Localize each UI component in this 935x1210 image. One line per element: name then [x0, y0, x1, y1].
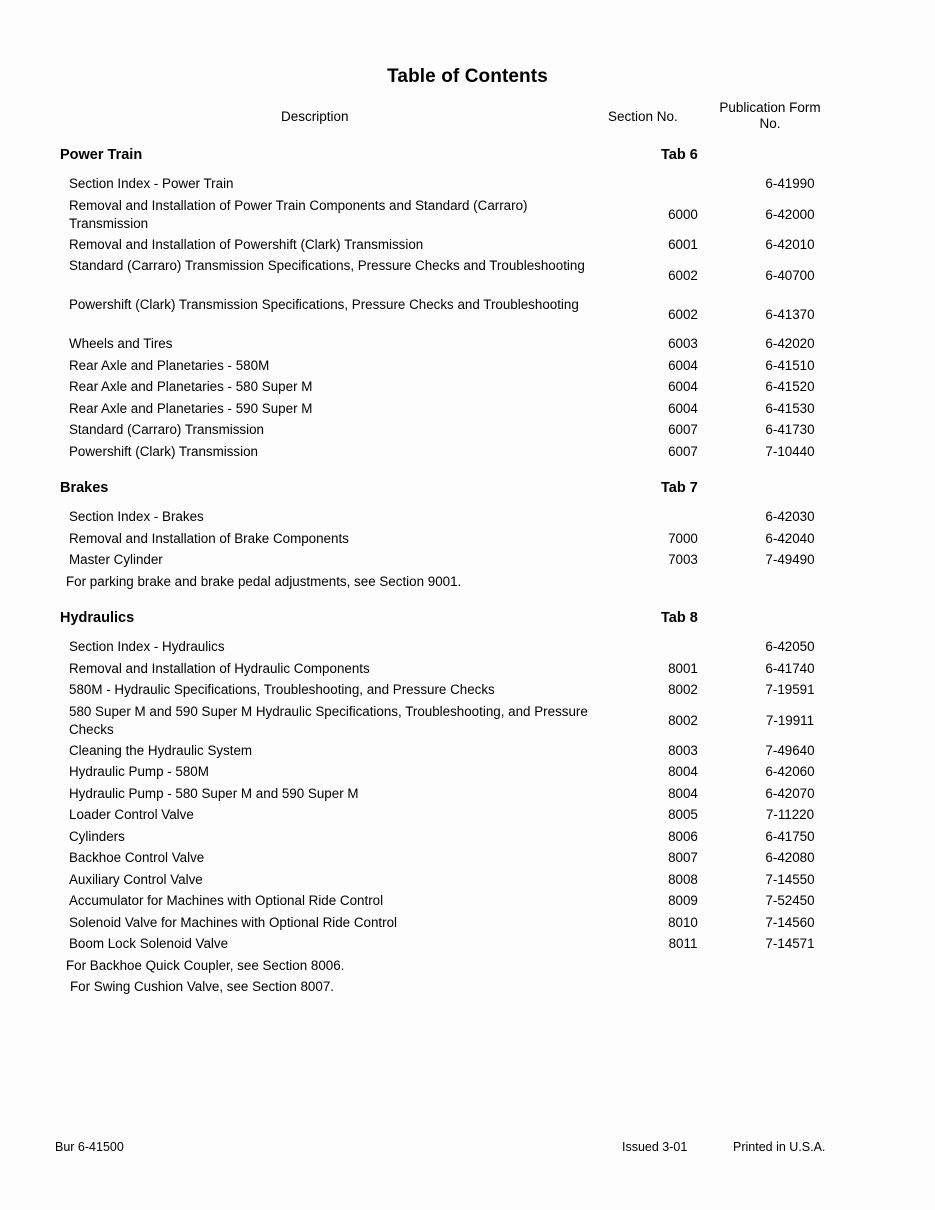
row-section-no: 6004: [668, 357, 698, 373]
row-publication-form-no: 7-14571: [765, 936, 815, 951]
row-section-no: 6007: [668, 422, 698, 437]
page-title: Table of Contents: [387, 66, 548, 87]
row-section-no: 8002: [668, 713, 698, 728]
row-publication-form-no: 7-19911: [765, 713, 815, 728]
row-publication-form-no: 6-42060: [765, 764, 815, 779]
row-section-no: 8004: [668, 764, 698, 779]
row-description: Rear Axle and Planetaries - 580 Super M: [69, 379, 313, 394]
row-section-no: 8003: [668, 742, 698, 758]
row-publication-form-no: 6-41750: [765, 828, 815, 844]
row-publication-form-no: 7-11220: [765, 807, 815, 822]
section-note: [0, 573, 935, 595]
row-publication-form-no: 6-42070: [765, 785, 815, 801]
section-note-text: For Backhoe Quick Coupler, see Section 8006.: [66, 957, 345, 973]
section-note: [0, 957, 935, 979]
column-header-section-no: Section No.: [608, 109, 678, 124]
table-row[interactable]: [0, 530, 935, 552]
toc-section: [0, 464, 935, 594]
section-heading-tab: Tab 6: [661, 147, 698, 163]
row-section-no: 8001: [668, 660, 698, 676]
row-publication-form-no: 7-49640: [765, 742, 815, 758]
row-description: Auxiliary Control Valve: [69, 871, 203, 887]
row-publication-form-no: 7-49490: [765, 552, 815, 567]
toc-section: [0, 594, 935, 1000]
section-heading: [0, 610, 935, 636]
section-heading-title: Hydraulics: [60, 610, 135, 626]
page-footer: [0, 1140, 935, 1160]
table-row[interactable]: [0, 400, 935, 422]
table-row[interactable]: [0, 175, 935, 197]
row-publication-form-no: 6-42000: [765, 207, 815, 222]
section-spacer: [0, 594, 935, 610]
row-section-no: 6003: [668, 336, 698, 351]
row-publication-form-no: 6-41730: [765, 422, 815, 437]
row-section-no: 6001: [668, 236, 698, 252]
section-heading-tab: Tab 7: [661, 480, 698, 496]
row-description: Accumulator for Machines with Optional Ride Control: [69, 893, 384, 908]
row-publication-form-no: 6-41370: [765, 306, 815, 322]
row-description: Powershift (Clark) Transmission: [69, 443, 258, 459]
section-heading: [0, 480, 935, 506]
row-section-no: 8010: [668, 914, 698, 930]
toc-section: [0, 147, 935, 464]
row-publication-form-no: 6-41740: [765, 660, 815, 676]
row-description: Loader Control Valve: [69, 807, 194, 822]
section-note: [0, 978, 935, 1000]
table-row[interactable]: [0, 508, 935, 530]
table-row[interactable]: [0, 763, 935, 785]
row-description: Section Index - Brakes: [69, 509, 204, 524]
row-publication-form-no: 6-42010: [765, 236, 815, 252]
row-section-no: 8009: [668, 893, 698, 908]
row-description: Solenoid Valve for Machines with Optional Ride Control: [69, 914, 397, 930]
column-header-description: Description: [281, 109, 349, 124]
row-description: Rear Axle and Planetaries - 590 Super M: [69, 400, 313, 416]
row-publication-form-no: 6-42020: [765, 336, 815, 351]
row-publication-form-no: 6-41990: [765, 176, 815, 191]
table-row[interactable]: [0, 849, 935, 871]
table-row[interactable]: [0, 828, 935, 850]
row-section-no: 8005: [668, 807, 698, 822]
table-row[interactable]: [0, 914, 935, 936]
table-row[interactable]: [0, 335, 935, 357]
row-publication-form-no: 7-52450: [765, 893, 815, 908]
table-row[interactable]: [0, 296, 935, 335]
row-description: Cylinders: [69, 828, 125, 844]
table-row[interactable]: [0, 742, 935, 764]
row-description: Section Index - Hydraulics: [69, 639, 225, 654]
footer-bulletin-number: Bur 6-41500: [55, 1140, 124, 1154]
table-row[interactable]: [0, 935, 935, 957]
table-row[interactable]: [0, 660, 935, 682]
column-header-publication-form-no: [705, 100, 835, 132]
row-description: Removal and Installation of Power Train Components and Standard (Carraro) Transmission: [69, 197, 528, 232]
row-section-no: 6002: [668, 306, 698, 322]
table-row[interactable]: [0, 892, 935, 914]
table-row[interactable]: [0, 443, 935, 465]
section-heading-tab: Tab 8: [661, 610, 698, 626]
column-headers: [0, 100, 935, 140]
row-publication-form-no: 7-10440: [765, 443, 815, 459]
column-header-publication-form-no-line2: No.: [759, 116, 781, 131]
table-row[interactable]: [0, 236, 935, 258]
table-row[interactable]: [0, 197, 935, 236]
row-section-no: 6002: [668, 267, 698, 283]
row-section-no: 6007: [668, 443, 698, 459]
table-row[interactable]: [0, 703, 935, 742]
table-row[interactable]: [0, 638, 935, 660]
row-section-no: 8006: [668, 828, 698, 844]
row-description: Backhoe Control Valve: [69, 850, 205, 865]
row-description: Boom Lock Solenoid Valve: [69, 936, 229, 951]
table-row[interactable]: [0, 871, 935, 893]
table-row[interactable]: [0, 806, 935, 828]
row-section-no: 8002: [668, 682, 698, 697]
section-heading-title: Brakes: [60, 480, 109, 496]
row-section-no: 8004: [668, 785, 698, 801]
row-description: Master Cylinder: [69, 552, 163, 567]
row-publication-form-no: 6-40700: [765, 267, 815, 283]
row-description: Hydraulic Pump - 580 Super M and 590 Super M: [69, 785, 359, 801]
table-row[interactable]: [0, 357, 935, 379]
row-publication-form-no: 6-41530: [765, 400, 815, 416]
row-description: Section Index - Power Train: [69, 176, 234, 191]
section-note-text: For parking brake and brake pedal adjustments, see Section 9001.: [66, 573, 462, 589]
footer-printed-in: Printed in U.S.A.: [733, 1140, 826, 1154]
row-description: 580 Super M and 590 Super M Hydraulic Specifications, Troubleshooting, and Pressure Checks: [69, 703, 588, 738]
table-row[interactable]: [0, 257, 935, 296]
row-section-no: 8007: [668, 850, 698, 865]
row-publication-form-no: 6-42050: [765, 639, 815, 654]
row-section-no: 7003: [668, 552, 698, 567]
row-publication-form-no: 6-42030: [765, 509, 815, 524]
table-row[interactable]: [0, 681, 935, 703]
section-heading-title: Power Train: [60, 147, 143, 163]
row-publication-form-no: 6-41510: [765, 357, 815, 373]
row-publication-form-no: 6-42040: [765, 530, 815, 546]
row-description: Standard (Carraro) Transmission Specifications, Pressure Checks and Troubleshooting: [69, 258, 585, 273]
section-note-text: For Swing Cushion Valve, see Section 8007.: [70, 979, 334, 994]
row-section-no: 7000: [668, 530, 698, 546]
row-publication-form-no: 6-42080: [765, 850, 815, 865]
table-of-contents: [0, 147, 935, 1000]
footer-issued-date: Issued 3-01: [622, 1140, 688, 1154]
row-description: Wheels and Tires: [69, 336, 173, 351]
row-publication-form-no: 7-19591: [765, 682, 815, 697]
row-section-no: 8008: [668, 871, 698, 887]
row-description: Hydraulic Pump - 580M: [69, 764, 209, 779]
row-description: Rear Axle and Planetaries - 580M: [69, 357, 270, 373]
row-description: Removal and Installation of Hydraulic Components: [69, 660, 370, 676]
row-section-no: 6004: [668, 379, 698, 394]
row-description: Standard (Carraro) Transmission: [69, 422, 264, 437]
row-section-no: 6000: [668, 207, 698, 222]
row-publication-form-no: 7-14550: [765, 871, 815, 887]
row-description: Removal and Installation of Brake Components: [69, 530, 349, 546]
section-heading: [0, 147, 935, 173]
table-row[interactable]: [0, 785, 935, 807]
section-spacer: [0, 464, 935, 480]
row-description: Cleaning the Hydraulic System: [69, 742, 253, 758]
table-row[interactable]: [0, 551, 935, 573]
row-section-no: 6004: [668, 400, 698, 416]
column-header-publication-form-no-line1: Publication Form: [719, 100, 821, 115]
table-row[interactable]: [0, 378, 935, 400]
row-publication-form-no: 6-41520: [765, 379, 815, 394]
row-publication-form-no: 7-14560: [765, 914, 815, 930]
row-description: 580M - Hydraulic Specifications, Troubleshooting, and Pressure Checks: [69, 682, 495, 697]
row-section-no: 8011: [668, 936, 698, 951]
table-row[interactable]: [0, 421, 935, 443]
row-description: Removal and Installation of Powershift (Clark) Transmission: [69, 236, 424, 252]
row-description: Powershift (Clark) Transmission Specifications, Pressure Checks and Troubleshooting: [69, 297, 579, 312]
